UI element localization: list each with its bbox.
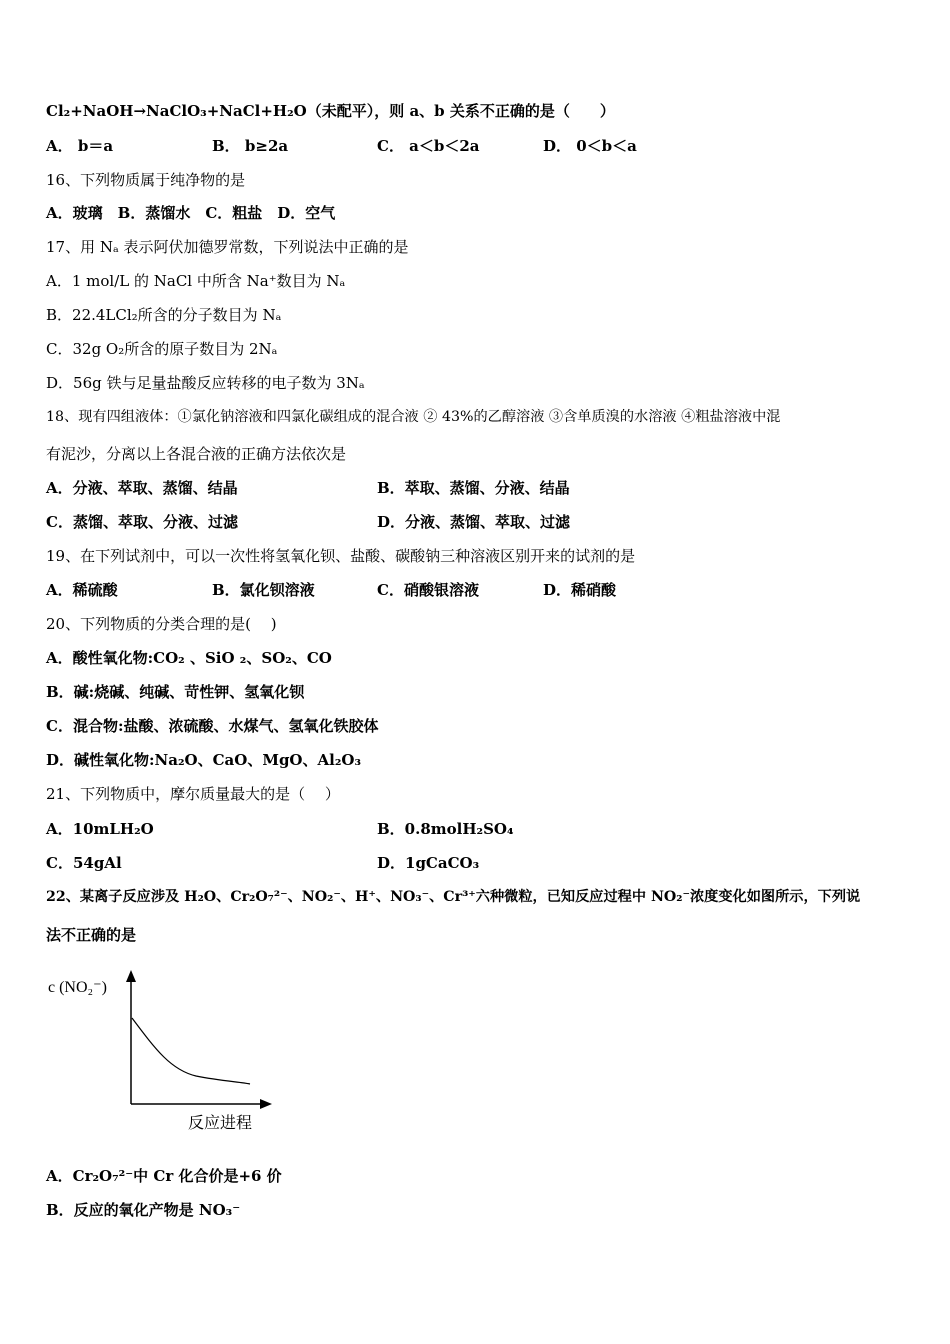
q22-option-a: A．Cr₂O₇²⁻中 Cr 化合价是+6 价 [46,1167,282,1185]
q15-option-b: B． b≥2a [212,137,289,155]
q20-option-c: C．混合物:盐酸、浓硫酸、水煤气、氢氧化铁胶体 [46,717,379,735]
q15-option-d: D． 0＜b＜a [543,137,637,155]
concentration-graph [46,970,286,1135]
q21-option-b: B．0.8molH₂SO₄ [377,820,514,838]
q15-option-c: C． a＜b＜2a [377,137,480,155]
q16-stem: 16、下列物质属于纯净物的是 [46,171,246,189]
q20-option-b: B．碱:烧碱、纯碱、苛性钾、氢氧化钡 [46,683,305,701]
q17-option-a: A．1 mol/L 的 NaCl 中所含 Na⁺数目为 Nₐ [46,272,346,290]
q21-option-c: C．54gAl [46,854,122,872]
q20-stem: 20、下列物质的分类合理的是( ) [46,615,277,633]
y-axis-arrow [126,970,136,982]
q22-stem-line1: 22、某离子反应涉及 H₂O、Cr₂O₇²⁻、NO₂⁻、H⁺、NO₃⁻、Cr³⁺六种微粒，已知反应过程中 NO₂⁻浓度变化如图所示，下列说 [46,889,861,905]
q21-stem: 21、下列物质中，摩尔质量最大的是（ ） [46,785,340,803]
x-axis-label: 反应进程 [188,1113,253,1132]
q22-option-b: B．反应的氧化产物是 NO₃⁻ [46,1201,241,1219]
x-axis-arrow [260,1099,272,1109]
q19-option-c: C．硝酸银溶液 [377,581,479,599]
q18-option-d: D．分液、蒸馏、萃取、过滤 [377,513,571,531]
q20-option-d: D．碱性氧化物:Na₂O、CaO、MgO、Al₂O₃ [46,751,362,769]
q21-option-a: A．10mLH₂O [46,820,154,838]
q18-option-a: A．分液、萃取、蒸馏、结晶 [46,479,238,497]
concentration-curve [132,1018,250,1084]
q18-option-c: C．蒸馏、萃取、分液、过滤 [46,513,238,531]
q19-option-b: B．氯化钡溶液 [212,581,315,599]
q16-options: A．玻璃 B．蒸馏水 C．粗盐 D．空气 [46,204,336,222]
q17-option-c: C．32g O₂所含的原子数目为 2Nₐ [46,340,278,358]
q19-option-d: D．稀硝酸 [543,581,617,599]
q15-tail: Cl₂+NaOH→NaClO₃+NaCl+H₂O（未配平），则 a、b 关系不正确的是（ ） [46,102,615,120]
q17-option-d: D．56g 铁与足量盐酸反应转移的电子数为 3Nₐ [46,374,365,392]
q18-stem-line2: 有泥沙，分离以上各混合液的正确方法依次是 [46,445,347,463]
y-axis-label: c (NO₂⁻) [48,979,107,996]
q17-option-b: B．22.4LCl₂所含的分子数目为 Nₐ [46,306,282,324]
q17-stem: 17、用 Nₐ 表示阿伏加德罗常数，下列说法中正确的是 [46,238,409,256]
q19-option-a: A．稀硫酸 [46,581,118,599]
q18-stem-line1: 18、现有四组液体：①氯化钠溶液和四氯化碳组成的混合液 ② 43%的乙醇溶液 ③含单质溴的水溶液 ④粗盐溶液中混 [46,409,781,425]
q19-stem: 19、在下列试剂中，可以一次性将氢氧化钡、盐酸、碳酸钠三种溶液区别开来的试剂的是 [46,547,636,565]
q18-option-b: B．萃取、蒸馏、分液、结晶 [377,479,570,497]
q15-option-a: A． b＝a [46,137,114,155]
q22-stem-line2: 法不正确的是 [46,926,137,944]
q20-option-a: A．酸性氧化物:CO₂ 、SiO ₂、SO₂、CO [46,649,332,667]
q21-option-d: D．1gCaCO₃ [377,854,480,872]
